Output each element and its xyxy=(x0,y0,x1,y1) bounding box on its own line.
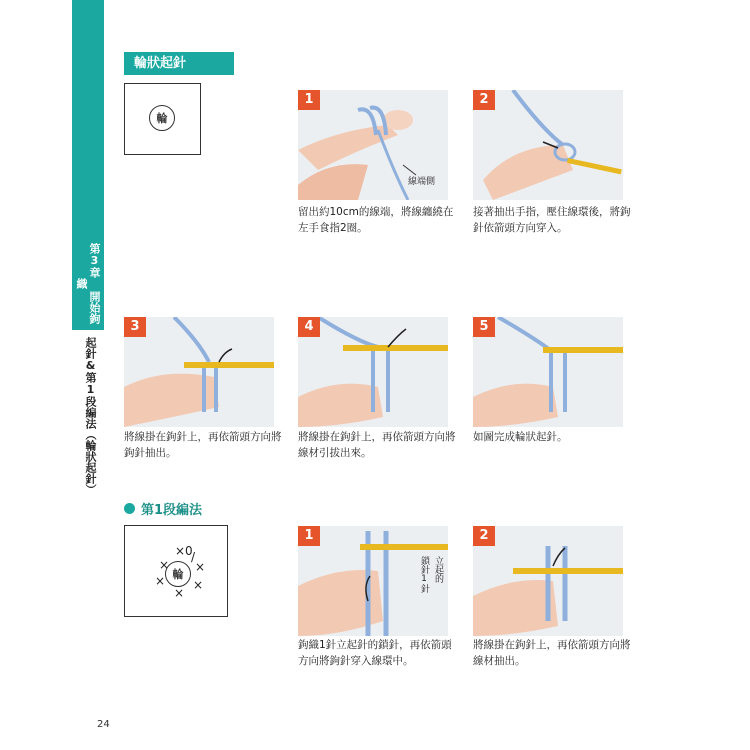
step-number: 2 xyxy=(473,90,495,110)
step-photo-5 xyxy=(473,317,623,427)
step-caption-1: 留出約10cm的線端，將線纏繞在左手食指2圈。 xyxy=(298,206,454,234)
step-caption-2: 接著抽出手指，壓住線環後，將鉤針依箭頭方向穿入。 xyxy=(473,206,631,234)
photo-pull-through xyxy=(298,317,448,427)
first-round-diagram xyxy=(124,525,228,617)
photo-pull-hook xyxy=(124,317,274,427)
round1-photo-2 xyxy=(473,526,623,636)
section-title-ring-start: 輪狀起針 xyxy=(124,52,234,75)
stitch-x-symbol: × xyxy=(195,560,206,574)
step-number: 2 xyxy=(473,526,495,546)
stitch-x-symbol: × xyxy=(159,558,170,572)
step-photo-4 xyxy=(298,317,448,427)
ring-diagram xyxy=(124,83,201,155)
chain-symbol: ×0 xyxy=(175,544,193,558)
section-subtitle: 起針&第1段編法（輪狀起針） xyxy=(84,337,97,495)
step-number: 5 xyxy=(473,317,495,337)
photo-label-a: 立起的 xyxy=(433,556,443,583)
bullet-icon xyxy=(124,503,135,514)
section-title-first-round xyxy=(124,499,202,518)
photo-label-b: 鎖針1針 xyxy=(419,556,429,593)
ring-symbol: 輪 xyxy=(165,561,191,587)
stitch-x-symbol: × xyxy=(193,578,204,592)
slip-symbol: / xyxy=(191,550,196,564)
step-number: 3 xyxy=(124,317,146,337)
photo-label: 線端側 xyxy=(408,177,436,187)
ring-symbol: 輪 xyxy=(149,105,175,131)
step-photo-1 xyxy=(298,90,448,200)
round1-caption-1: 鉤織1針立起針的鎖針，再依箭頭方向將鉤針穿入線環中。 xyxy=(298,639,452,667)
step-caption-5: 如圖完成輪狀起針。 xyxy=(473,431,568,443)
photo-ring-complete xyxy=(473,317,623,427)
step-photo-3 xyxy=(124,317,274,427)
chapter-label: 第3章 開始鉤織 xyxy=(75,242,101,324)
step-number: 4 xyxy=(298,317,320,337)
step-number: 1 xyxy=(298,90,320,110)
stitch-x-symbol: × xyxy=(155,574,166,588)
round1-caption-2: 將線掛在鉤針上，再依箭頭方向將線材抽出。 xyxy=(473,639,631,667)
step-caption-4: 將線掛在鉤針上，再依箭頭方向將線材引拔出來。 xyxy=(298,431,456,459)
photo-insert-hook xyxy=(473,90,623,200)
step-photo-2 xyxy=(473,90,623,200)
page-number: 24 xyxy=(97,719,110,730)
section-title-text: 第1段編法 xyxy=(141,503,203,518)
round1-photo-1 xyxy=(298,526,448,636)
photo-draw-yarn xyxy=(473,526,623,636)
step-number: 1 xyxy=(298,526,320,546)
step-caption-3: 將線掛在鉤針上，再依箭頭方向將鉤針抽出。 xyxy=(124,431,282,459)
stitch-x-symbol: × xyxy=(174,586,185,600)
